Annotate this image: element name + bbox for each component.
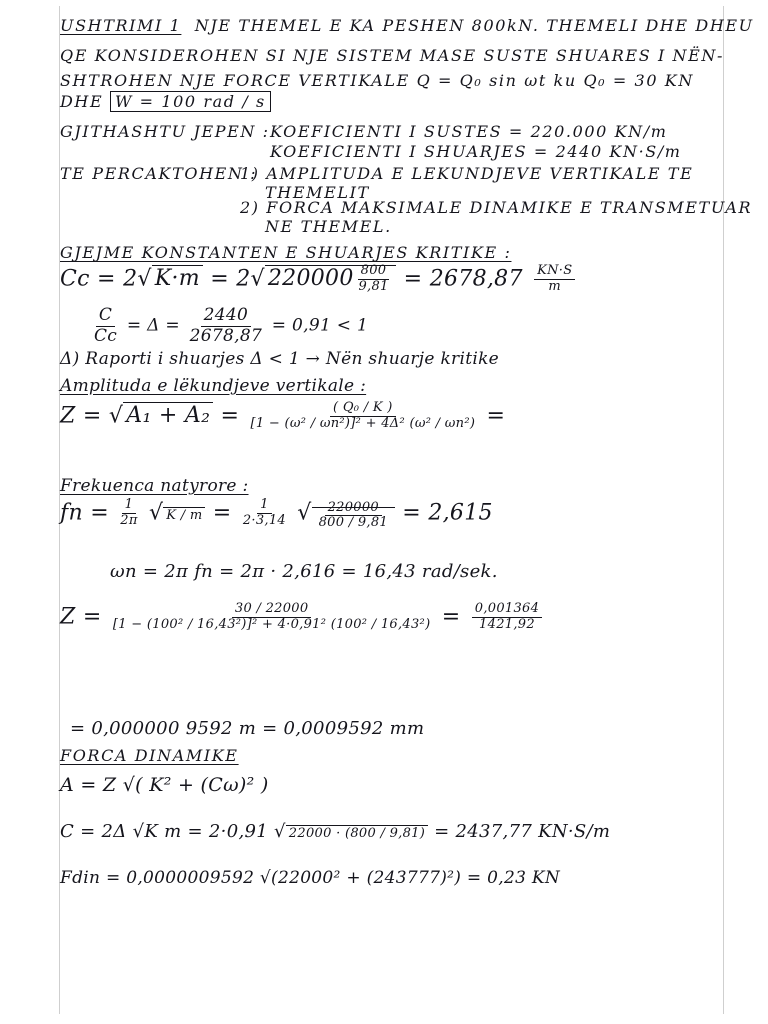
cc-unit (534, 264, 575, 295)
omega-boxed-value: W = 100 rad / s (110, 91, 271, 112)
z-calc-fraction (113, 602, 431, 633)
intro-text-4a: DHE (60, 92, 104, 111)
amplitude-formula: Z = √ A₁ + A₂ = $\frac{\text{( Q₀ / K )}}{\text{[1 − (ω² / ωn²)]² + 4Δ² (ω² / ωn²)}}$ = (60, 400, 506, 431)
c-result: = 2437,77 KN·S/m (434, 821, 611, 842)
z-calc-result-fraction (472, 602, 542, 633)
damping-coefficient: KOEFICIENTI I SHUARJES = 2440 KN·S/m (270, 142, 682, 161)
fn-radicand-2 (312, 499, 395, 531)
fn-lhs: fn = (60, 500, 109, 526)
ratio-value-fraction (190, 306, 262, 346)
z-radicand: A₁ + A₂ (123, 402, 213, 428)
ratio-den: Cc (94, 325, 118, 346)
problem-statement-line-3: SHTROHEN NJE FORCE VERTIKALE Q = Q₀ sin ωt ku Q₀ = 30 KN (60, 71, 694, 90)
z-calc-num: 30 / 22000 (232, 602, 312, 618)
fn-frac (120, 498, 137, 529)
task-1: 1) AMPLITUDA E LEKUNDJEVE VERTIKALE TE (240, 164, 694, 183)
damping-coefficient-check: C = 2Δ √K m = 2·0,91 √ 22000 · (800 / 9,81) = 2437,77 KN·S/m (60, 821, 611, 842)
c-radicand: 22000 · (800 / 9,81) (286, 825, 428, 841)
task-2-cont: NE THEMEL. (265, 217, 392, 236)
given-label: GJITHASHTU JEPEN : (60, 122, 270, 141)
omega-n-line: ωn = 2π fn = 2π · 2,616 = 16,43 rad/sek. (110, 561, 498, 582)
ratio-val-num: 2440 (201, 306, 251, 327)
z-general-fraction (251, 401, 476, 432)
cc-unit-den: m (548, 278, 562, 294)
fn-eq: = (212, 500, 232, 526)
z-calc-res-num: 0,001364 (472, 602, 542, 618)
c-mid: = 2·0,91 (187, 821, 268, 842)
z-calc-lhs: Z = (60, 604, 102, 630)
cc-eq2: = 2 (210, 266, 251, 292)
amplitude-heading: Amplituda e lëkundjeve vertikale : (60, 376, 367, 396)
fn-frac-den: 2π (120, 512, 138, 528)
frequency-heading: Frekuenca natyrore : (60, 476, 249, 496)
fn-result: = 2,615 (402, 500, 493, 526)
z-tail: = (486, 403, 506, 429)
z-den: [1 − (ω² / ωn²)]² + 4Δ² (ω² / ωn²) (250, 415, 476, 431)
z-num: ( Q₀ / K ) (330, 401, 396, 417)
problem-statement-line-4 (60, 92, 271, 111)
cc-frac-num: 800 (358, 264, 390, 280)
fn-rad2-frac (319, 501, 388, 532)
problem-statement-line-1 (60, 16, 754, 35)
tasks-label: TE PERCAKTOHEN : (60, 164, 258, 183)
dynamic-amplitude-formula: A = Z √( K² + (Cω)² ) (60, 774, 269, 796)
z-calc-den: [1 − (100² / 16,43²)]² + 4·0,91² (100² / 16,43²) (112, 616, 431, 632)
fn2-den: 2·3,14 (242, 512, 286, 528)
z-lhs: Z = (60, 403, 102, 429)
fn-rad2-den: 800 / 9,81 (318, 515, 388, 531)
cc-lhs: Cc = 2 (60, 266, 138, 292)
damping-note: Δ) Raporti i shuarjes Δ < 1 → Nën shuarje kritike (60, 349, 500, 369)
ratio-num: C (96, 306, 115, 327)
z-calc-eq: = (441, 604, 461, 630)
cc-unit-num: KN·S (534, 264, 575, 280)
task-1-cont: THEMELIT (265, 183, 370, 202)
cc-result: = 2678,87 (403, 266, 523, 292)
dynamic-force-heading: FORCA DINAMIKE (60, 746, 239, 765)
ratio-result: = 0,91 < 1 (271, 315, 369, 336)
critical-damping-formula: Cc = 2√ K·m = 2√ 220000 $\frac{800}{9,81}$ = 2678,87 $\frac{KN\cdot S}{m}$ (60, 264, 579, 295)
cc-radicand: K·m (152, 265, 203, 291)
frequency-formula: fn = $\frac{1}{2\pi}$ √ K / m = $\frac{1}{2\cdot 3,14}$ √ $\frac{220000}{800 / 9,81}$ = 2,615 (60, 497, 493, 531)
task-2: 2) FORCA MAKSIMALE DINAMIKE E TRANSMETUAR (240, 198, 753, 217)
z-calc-res-den: 1421,92 (479, 616, 535, 632)
fn2-frac (243, 498, 286, 529)
cc-frac-den: 9,81 (358, 278, 389, 294)
ratio-val-den: 2678,87 (189, 325, 263, 346)
critical-damping-heading: GJEJME KONSTANTEN E SHUARJES KRITIKE : (60, 243, 512, 262)
dynamic-force-result: Fdin = 0,0000009592 √(22000² + (243777)²) = 0,23 KN (60, 868, 561, 888)
z-numeric-formula (60, 602, 546, 633)
fn-frac-num: 1 (122, 498, 137, 514)
cc-k-value: 220000 (267, 266, 354, 292)
ratio-eq: = Δ = (126, 315, 180, 336)
z-eq: = (220, 403, 240, 429)
damping-ratio-formula (90, 306, 368, 346)
cc-radicand-2 (265, 263, 397, 294)
c-lhs: C = 2Δ √K m (60, 821, 182, 842)
z-result-line: = 0,000000 9592 m = 0,0009592 mm (70, 718, 425, 739)
fn2-num: 1 (257, 498, 272, 514)
fn-radicand: K / m (163, 507, 205, 523)
cc-mass-fraction (358, 264, 390, 295)
exercise-title: USHTRIMI 1 (60, 16, 182, 35)
ratio-fraction (94, 306, 117, 346)
problem-statement-line-2: QE KONSIDEROHEN SI NJE SISTEM MASE SUSTE SHUARES I NËN- (60, 46, 725, 65)
spring-coefficient: KOEFICIENTI I SUSTES = 220.000 KN/m (270, 122, 668, 141)
intro-text-1: NJE THEMEL E KA PESHEN 800kN. THEMELI DHE DHEU (194, 16, 754, 35)
notebook-page (59, 6, 754, 1014)
fn-rad2-num: 220000 (325, 501, 382, 517)
